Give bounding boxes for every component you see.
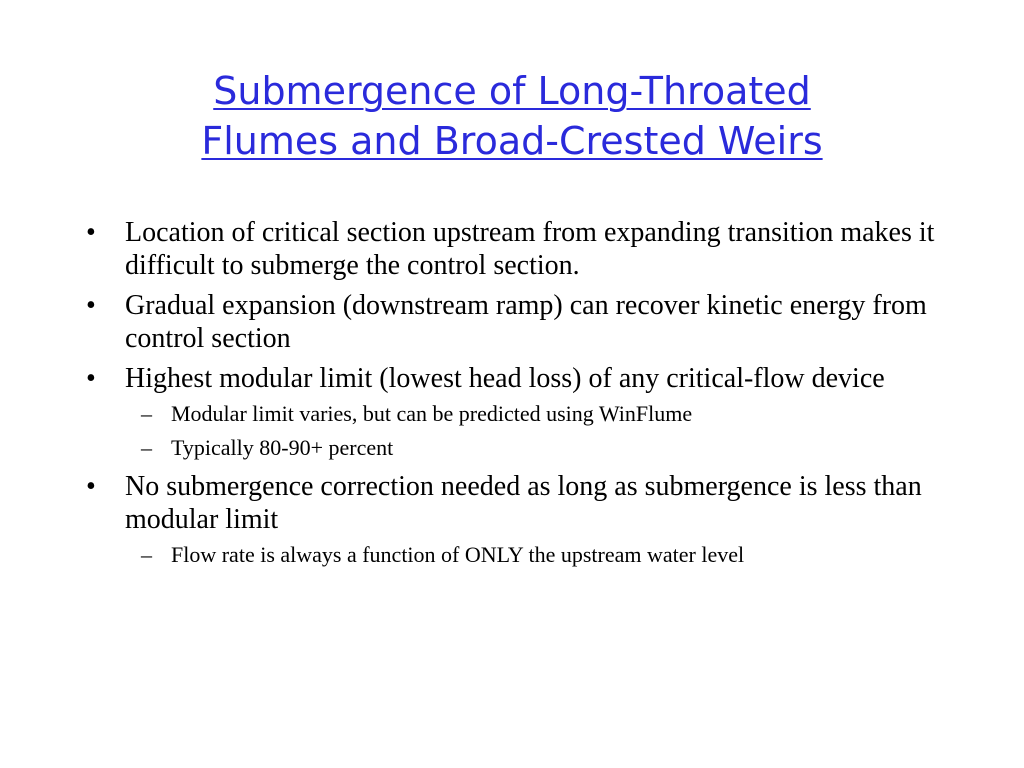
slide-body	[86, 216, 946, 577]
slide-title-line-2: Flumes and Broad-Crested Weirs	[201, 119, 823, 163]
bullet-item	[86, 362, 946, 463]
sub-bullet-text: Typically 80-90+ percent	[171, 435, 394, 460]
bullet-item	[86, 289, 946, 355]
sub-bullet-text: Modular limit varies, but can be predicted using WinFlume	[171, 401, 693, 426]
sub-bullet-marker: –	[141, 435, 152, 460]
bullet-list	[86, 216, 946, 570]
sub-bullet-item	[125, 399, 946, 429]
sub-bullet-marker: –	[141, 401, 152, 426]
bullet-marker: •	[86, 217, 96, 248]
sub-bullet-item	[125, 540, 946, 570]
sub-bullet-marker: –	[141, 542, 152, 567]
sub-bullet-list	[125, 540, 946, 570]
sub-bullet-item	[125, 433, 946, 463]
bullet-text: Highest modular limit (lowest head loss) of any critical-flow device	[125, 363, 885, 394]
bullet-text: Location of critical section upstream from expanding transition makes it difficult to submerge the control section.	[125, 217, 935, 281]
slide-title-line-1: Submergence of Long-Throated	[213, 69, 811, 113]
bullet-item	[86, 216, 946, 282]
sub-bullet-text: Flow rate is always a function of ONLY the upstream water level	[171, 542, 745, 567]
sub-bullet-list	[125, 399, 946, 463]
bullet-marker: •	[86, 290, 96, 321]
bullet-text: No submergence correction needed as long as submergence is less than modular limit	[125, 471, 922, 535]
bullet-text: Gradual expansion (downstream ramp) can recover kinetic energy from control section	[125, 290, 927, 354]
bullet-marker: •	[86, 363, 96, 394]
bullet-marker: •	[86, 471, 96, 502]
slide-title	[60, 66, 964, 166]
bullet-item	[86, 470, 946, 570]
